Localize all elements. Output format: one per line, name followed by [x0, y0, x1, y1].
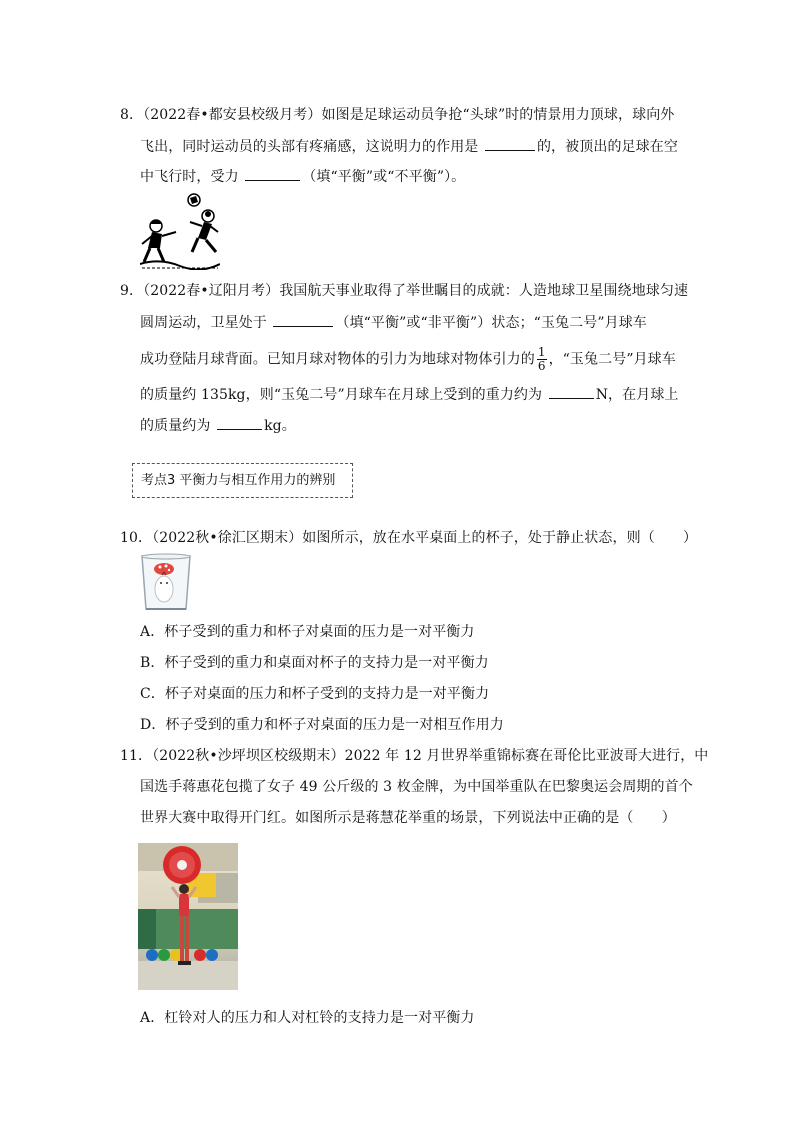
q9-line-3 [140, 346, 676, 373]
fraction-denominator: 6 [537, 359, 546, 373]
q9-text: （填“平衡”或“非平衡”）状态；“玉兔二号”月球车 [335, 315, 647, 331]
q10-stem: 10．（2022秋•徐汇区期末）如图所示，放在水平桌面上的杯子，处于静止状态，则（ ） [120, 530, 698, 546]
fraction-one-sixth [537, 346, 547, 373]
section-heading-box: 考点3 平衡力与相互作用力的辨别 [132, 463, 353, 498]
q8-text: （填“平衡”或“不平衡”）。 [302, 169, 466, 185]
q9-text: 圆周运动，卫星处于 [140, 315, 272, 331]
fraction-numerator: 1 [537, 345, 546, 359]
q9-line-1: 9．（2022春•辽阳月考）我国航天事业取得了举世瞩目的成就：人造地球卫星围绕地球匀速 [120, 283, 689, 299]
q8-line-2 [140, 136, 678, 157]
q10-option-d[interactable]: D．杯子受到的重力和杯子对桌面的压力是一对相互作用力 [140, 717, 504, 733]
q10-option-c[interactable]: C．杯子对桌面的压力和杯子受到的支持力是一对平衡力 [140, 686, 490, 702]
q8-line-1: 8．（2022春•都安县校级月考）如图是足球运动员争抢“头球”时的情景用力顶球，球向外 [120, 107, 675, 123]
q8-blank-1[interactable] [485, 136, 535, 151]
glass-cup-illustration [138, 553, 194, 613]
q9-text: 的质量约 135kg，则“玉兔二号”月球车在月球上受到的重力约为 [140, 387, 547, 403]
q10-option-a[interactable]: A．杯子受到的重力和杯子对桌面的压力是一对平衡力 [140, 624, 475, 640]
q9-blank-1[interactable] [273, 312, 333, 327]
q9-line-4 [140, 384, 679, 405]
q9-text: N，在月球上 [595, 387, 679, 403]
q8-blank-2[interactable] [245, 166, 300, 181]
q11-option-a[interactable]: A．杠铃对人的压力和人对杠铃的支持力是一对平衡力 [140, 1010, 475, 1026]
football-header-illustration [140, 192, 220, 270]
q8-text: 的，被顶出的足球在空 [536, 139, 678, 155]
q8-text: 飞出，同时运动员的头部有疼痛感，这说明力的作用是 [140, 139, 483, 155]
q11-line-1: 11．（2022秋•沙坪坝区校级期末）2022 年 12 月世界举重锦标赛在哥伦比亚波哥大进行，中 [120, 748, 709, 764]
weightlifter-photo [138, 843, 238, 990]
q9-text: 成功登陆月球背面。已知月球对物体的引力为地球对物体引力的 [140, 351, 535, 368]
q8-line-3 [140, 166, 465, 187]
q8-text: 中飞行时，受力 [140, 169, 244, 185]
q11-line-2: 国选手蒋惠花包揽了女子 49 公斤级的 3 枚金牌，为中国举重队在巴黎奥运会周期的首个 [140, 779, 693, 795]
q11-line-3: 世界大赛中取得开门红。如图所示是蒋慧花举重的场景，下列说法中正确的是（ ） [140, 810, 676, 826]
q9-line-5 [140, 415, 296, 436]
q10-option-b[interactable]: B．杯子受到的重力和桌面对杯子的支持力是一对平衡力 [140, 655, 489, 671]
q9-blank-2[interactable] [549, 384, 594, 399]
q9-line-2 [140, 312, 647, 333]
q9-text: ，“玉兔二号”月球车 [548, 351, 676, 368]
q9-blank-3[interactable] [217, 415, 262, 430]
q9-text: 的质量约为 [140, 418, 216, 434]
q9-text: kg。 [264, 418, 296, 434]
